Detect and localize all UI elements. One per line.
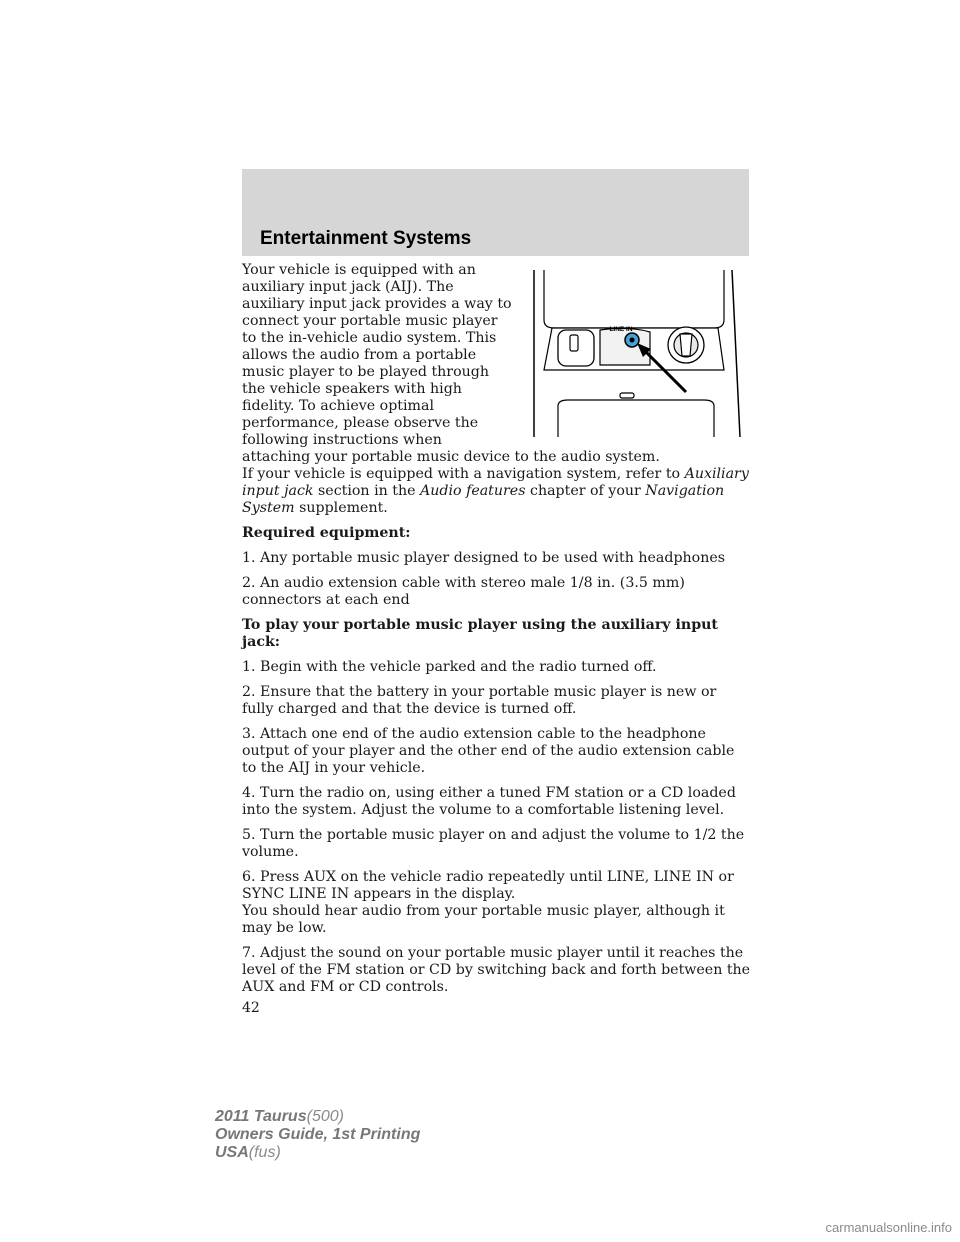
instruction-step: 4. Turn the radio on, using either a tuned FM station or a CD loaded into the system. Adjust the volume to a comfortable listening level. <box>242 785 736 818</box>
section-title: Entertainment Systems <box>260 228 472 249</box>
watermark: carmanualsonline.info <box>825 1220 952 1235</box>
intro-continuation: attaching your portable music device to the audio system. <box>242 449 660 465</box>
page-number: 42 <box>242 1000 260 1016</box>
footer-market-code: (fus) <box>248 1144 281 1161</box>
instruction-step: 1. Begin with the vehicle parked and the radio turned off. <box>242 659 657 675</box>
footer-market: USA <box>215 1144 249 1161</box>
required-equipment-heading: Required equipment: <box>242 525 411 541</box>
section-header-band <box>242 169 749 256</box>
footer-guide: Owners Guide, 1st Printing <box>215 1126 421 1143</box>
instruction-step: 2. Ensure that the battery in your portable music player is new or fully charged and that the device is turned off. <box>242 684 717 717</box>
intro-paragraph: Your vehicle is equipped with an auxiliary input jack (AIJ). The auxiliary input jack provides a way to connect your portable music player to the in-vehicle audio system. This allows the audio from a portable music player to be played through the vehicle speakers with high fidelity. To achieve optimal performance, please observe the following instructions when <box>242 262 512 448</box>
instruction-step: 5. Turn the portable music player on and adjust the volume to 1/2 the volume. <box>242 827 745 860</box>
footer-model-code: (500) <box>306 1108 344 1125</box>
instruction-note: You should hear audio from your portable music player, although it may be low. <box>242 903 725 936</box>
page-content <box>242 262 752 1004</box>
instruction-step: 7. Adjust the sound on your portable music player until it reaches the level of the FM station or CD by switching back and forth between the AUX and FM or CD controls. <box>242 945 751 995</box>
document-footer <box>215 1108 420 1162</box>
instructions-heading: To play your portable music player using the auxiliary input jack: <box>242 617 718 650</box>
ref-navigation-system: Navigation System <box>242 483 725 516</box>
equipment-item: 2. An audio extension cable with stereo male 1/8 in. (3.5 mm) connectors at each end <box>242 575 685 608</box>
equipment-item: 1. Any portable music player designed to be used with headphones <box>242 550 726 566</box>
line-in-label: LINE IN <box>609 326 633 333</box>
ref-audio-features: Audio features <box>420 483 526 499</box>
instruction-step: 6. Press AUX on the vehicle radio repeatedly until LINE, LINE IN or SYNC LINE IN appears in the display. <box>242 869 734 902</box>
ref-auxiliary-input-jack: Auxiliary input jack <box>242 466 749 499</box>
navigation-note: If your vehicle is equipped with a navigation system, refer to Auxiliary input jack section in the Audio features chapter of your Navigation System supplement. <box>242 466 749 516</box>
instruction-step: 3. Attach one end of the audio extension cable to the headphone output of your player and the other end of the audio extension cable to the AIJ in your vehicle. <box>242 726 735 776</box>
footer-model: 2011 Taurus <box>215 1108 307 1125</box>
